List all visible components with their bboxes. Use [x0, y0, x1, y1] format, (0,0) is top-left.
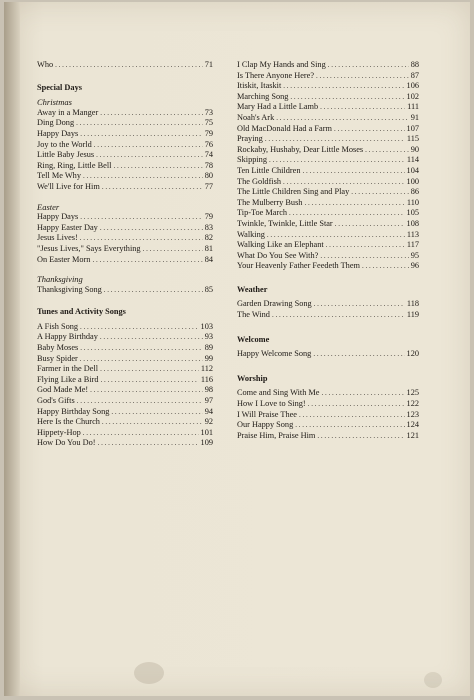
- index-entry: [37, 212, 213, 223]
- index-entry: [37, 182, 213, 193]
- dot-leader: [316, 71, 409, 82]
- index-entry: [37, 233, 213, 244]
- index-entry: [237, 349, 419, 360]
- entry-title: Praying: [237, 134, 263, 144]
- entry-title: Joy to the World: [37, 139, 92, 149]
- dot-leader: [276, 113, 408, 124]
- entry-title: Twinkle, Twinkle, Little Star: [237, 218, 333, 228]
- entry-page: 91: [410, 112, 419, 122]
- section-heading-welcome: Welcome: [237, 334, 270, 344]
- entry-page: 73: [204, 107, 213, 117]
- dot-leader: [302, 166, 404, 177]
- entry-title: I Clap My Hands and Sing: [237, 60, 326, 69]
- dot-leader: [104, 285, 203, 296]
- index-entry: [37, 354, 213, 365]
- entry-title: Mary Had a Little Lamb: [237, 102, 319, 112]
- entry-title: Happy Birthday Song: [37, 406, 110, 416]
- section-heading-worship: Worship: [237, 373, 268, 383]
- entry-title: Here Is the Church: [37, 417, 100, 427]
- entry-title: Who: [37, 60, 54, 69]
- entry-title: Happy Easter Day: [37, 222, 98, 232]
- dot-leader: [102, 417, 203, 428]
- index-entry: [237, 420, 419, 431]
- dot-leader: [351, 187, 408, 198]
- dot-leader: [272, 310, 405, 321]
- index-entry: [237, 145, 419, 156]
- index-entry: [37, 171, 213, 182]
- section-heading-tunes: Tunes and Activity Songs: [37, 307, 126, 317]
- dot-leader: [55, 60, 203, 71]
- dot-leader: [321, 388, 404, 399]
- entry-page: 95: [410, 250, 419, 260]
- entry-title: The Little Children Sing and Play: [237, 187, 350, 197]
- entry-title: The Wind: [237, 310, 270, 320]
- dot-leader: [101, 375, 199, 386]
- entry-page: 98: [204, 385, 213, 395]
- entry-page: 124: [406, 420, 419, 430]
- index-entry: [237, 124, 419, 135]
- index-entry: [237, 431, 419, 442]
- index-entry: [37, 396, 213, 407]
- entry-page: 78: [204, 160, 213, 170]
- dot-leader: [320, 102, 405, 113]
- entry-title: God Made Me!: [37, 385, 89, 395]
- dot-leader: [98, 438, 199, 449]
- entry-page: 81: [204, 243, 213, 253]
- index-page: [4, 2, 470, 696]
- index-entry: [237, 113, 419, 124]
- dot-leader: [269, 155, 405, 166]
- entry-page: 75: [204, 118, 213, 128]
- entry-page: 96: [410, 261, 419, 271]
- index-entry: [237, 219, 419, 230]
- entry-title: Walking Like an Elephant: [237, 240, 324, 250]
- index-entry: [37, 332, 213, 343]
- index-entry: [237, 230, 419, 241]
- dot-leader: [320, 251, 408, 262]
- subheading-thanksgiving: Thanksgiving: [37, 274, 83, 285]
- entry-title: On Easter Morn: [37, 254, 91, 264]
- left-column: [37, 60, 213, 449]
- dot-leader: [295, 420, 404, 431]
- index-entry: [37, 140, 213, 151]
- worship-list: [237, 388, 419, 441]
- entry-title: A Fish Song: [37, 321, 79, 331]
- index-entry: [237, 261, 419, 272]
- entry-page: 85: [204, 284, 213, 294]
- index-entry: [237, 310, 419, 321]
- dot-leader: [317, 431, 404, 442]
- entry-title: The Mulberry Bush: [237, 197, 303, 207]
- dot-leader: [80, 343, 202, 354]
- entry-page: 106: [406, 81, 419, 91]
- dot-leader: [83, 428, 199, 439]
- index-entry: [37, 375, 213, 386]
- entry-title: Garden Drawing Song: [237, 299, 312, 309]
- entry-page: 79: [204, 212, 213, 222]
- index-entry: [237, 251, 419, 262]
- entry-page: 82: [204, 233, 213, 243]
- entry-page: 93: [204, 332, 213, 342]
- index-entry: [37, 255, 213, 266]
- dot-leader: [265, 134, 405, 145]
- entry-page: 76: [204, 139, 213, 149]
- index-entry: [37, 364, 213, 375]
- entry-page: 103: [200, 321, 213, 331]
- entry-title: Your Heavenly Father Feedeth Them: [237, 261, 360, 271]
- index-entry: [237, 198, 419, 209]
- entry-page: 115: [406, 134, 419, 144]
- index-entry: [237, 240, 419, 251]
- entry-page: 86: [410, 187, 419, 197]
- entry-title: I Will Praise Thee: [237, 409, 297, 419]
- index-entry: [237, 71, 419, 82]
- entry-page: 110: [406, 197, 419, 207]
- entry-title: Happy Days: [37, 212, 79, 222]
- entry-page: 79: [204, 128, 213, 138]
- entry-page: 88: [410, 60, 419, 69]
- entry-page: 120: [406, 349, 419, 359]
- dot-leader: [304, 198, 404, 209]
- index-entry: [237, 399, 419, 410]
- entry-title: The Goldfish: [237, 176, 282, 186]
- dot-leader: [100, 108, 202, 119]
- entry-title: Come and Sing With Me: [237, 388, 320, 398]
- index-entry: [237, 208, 419, 219]
- index-entry: [237, 410, 419, 421]
- entry-title: God's Gifts: [37, 396, 75, 406]
- entry-title: Away in a Manger: [37, 107, 99, 117]
- entry-page: 83: [204, 222, 213, 232]
- index-entry: [37, 60, 213, 71]
- dot-leader: [76, 118, 203, 129]
- entry-page: 74: [204, 150, 213, 160]
- entry-title: Our Happy Song: [237, 420, 294, 430]
- entry-page: 121: [406, 430, 419, 440]
- thanksgiving-list: [37, 285, 213, 296]
- easter-list: [37, 212, 213, 265]
- entry-page: 125: [406, 388, 419, 398]
- entry-title: Farmer in the Dell: [37, 364, 99, 374]
- index-entry: [237, 134, 419, 145]
- tunes-continued-list: [237, 60, 419, 272]
- dot-leader: [362, 261, 409, 272]
- dot-leader: [290, 92, 404, 103]
- index-entry: [237, 60, 419, 71]
- entry-page: 111: [407, 102, 419, 112]
- christmas-list: [37, 108, 213, 193]
- entry-title: Ten Little Children: [237, 165, 301, 175]
- tunes-list: [37, 322, 213, 449]
- entry-page: 94: [204, 406, 213, 416]
- dot-leader: [96, 150, 203, 161]
- index-entry: [37, 417, 213, 428]
- entry-page: 99: [204, 353, 213, 363]
- dot-leader: [314, 299, 405, 310]
- entry-title: Is There Anyone Here?: [237, 70, 315, 80]
- entry-page: 101: [200, 427, 213, 437]
- dot-leader: [289, 208, 405, 219]
- book-gutter: [4, 2, 20, 696]
- dot-leader: [80, 129, 202, 140]
- entry-page: 92: [204, 417, 213, 427]
- index-entry: [37, 108, 213, 119]
- dot-leader: [80, 322, 199, 333]
- dot-leader: [113, 161, 202, 172]
- dot-leader: [308, 399, 405, 410]
- entry-title: A Happy Birthday: [37, 332, 98, 342]
- index-entry: [237, 81, 419, 92]
- index-entry: [37, 285, 213, 296]
- dot-leader: [267, 230, 405, 241]
- entry-title: Hippety-Hop: [37, 427, 81, 437]
- index-entry: [37, 343, 213, 354]
- index-entry: [237, 102, 419, 113]
- subheading-christmas: Christmas: [37, 97, 72, 108]
- entry-title: Ding Dong: [37, 118, 75, 128]
- dot-leader: [299, 410, 405, 421]
- index-entry: [37, 407, 213, 418]
- weather-list: [237, 299, 419, 320]
- dot-leader: [326, 240, 405, 251]
- entry-page: 112: [200, 364, 213, 374]
- index-entry: [37, 244, 213, 255]
- entry-page: 108: [406, 218, 419, 228]
- paper-stain: [424, 672, 442, 688]
- dot-leader: [100, 223, 203, 234]
- entry-page: 80: [204, 171, 213, 181]
- entry-title: What Do You See With?: [237, 250, 319, 260]
- dot-leader: [80, 233, 203, 244]
- index-entry: [37, 322, 213, 333]
- entry-page: 119: [406, 310, 419, 320]
- dot-leader: [80, 354, 203, 365]
- entry-page: 71: [204, 60, 213, 69]
- dot-leader: [94, 140, 203, 151]
- entry-page: 122: [406, 399, 419, 409]
- entry-title: Flying Like a Bird: [37, 374, 99, 384]
- index-entry: [37, 161, 213, 172]
- index-entry: [37, 385, 213, 396]
- dot-leader: [102, 182, 203, 193]
- index-entry: [37, 428, 213, 439]
- index-entry: [37, 129, 213, 140]
- dot-leader: [365, 145, 409, 156]
- entry-page: 102: [406, 91, 419, 101]
- dot-leader: [313, 349, 404, 360]
- entry-page: 87: [410, 70, 419, 80]
- dot-leader: [83, 171, 203, 182]
- dot-leader: [335, 219, 405, 230]
- index-entry: [237, 177, 419, 188]
- entry-page: 104: [406, 165, 419, 175]
- dot-leader: [283, 177, 405, 188]
- entry-page: 105: [406, 208, 419, 218]
- entry-page: 89: [204, 343, 213, 353]
- right-column: [237, 60, 419, 441]
- index-entry: [237, 388, 419, 399]
- entry-page: 107: [406, 123, 419, 133]
- entry-title: Praise Him, Praise Him: [237, 430, 316, 440]
- entry-page: 117: [406, 240, 419, 250]
- index-entry: [237, 187, 419, 198]
- entry-page: 84: [204, 254, 213, 264]
- entry-title: Tell Me Why: [37, 171, 81, 181]
- entry-title: Skipping: [237, 155, 267, 165]
- entry-title: Baby Moses: [37, 343, 79, 353]
- entry-title: How Do You Do!: [37, 438, 96, 448]
- entry-page: 109: [200, 438, 213, 448]
- entry-page: 116: [200, 374, 213, 384]
- section-heading-weather: Weather: [237, 284, 268, 294]
- dot-leader: [328, 60, 409, 71]
- entry-title: Old MacDonald Had a Farm: [237, 123, 332, 133]
- dot-leader: [77, 396, 203, 407]
- index-entry: [237, 299, 419, 310]
- entry-page: 100: [406, 176, 419, 186]
- index-entry: [37, 118, 213, 129]
- dot-leader: [334, 124, 405, 135]
- entry-title: Noah's Ark: [237, 112, 275, 122]
- dot-leader: [100, 364, 199, 375]
- entry-title: Little Baby Jesus: [37, 150, 95, 160]
- entry-title: "Jesus Lives," Says Everything: [37, 243, 141, 253]
- entry-title: Busy Spider: [37, 353, 78, 363]
- entry-title: Thanksgiving Song: [37, 284, 102, 294]
- section-heading-special-days: Special Days: [37, 82, 82, 92]
- index-entry: [37, 438, 213, 449]
- index-entry: [37, 150, 213, 161]
- subheading-easter: Easter: [37, 201, 60, 212]
- entry-page: 118: [406, 299, 419, 309]
- paper-stain: [134, 662, 164, 684]
- index-entry: [37, 223, 213, 234]
- entry-page: 113: [406, 229, 419, 239]
- entry-title: How I Love to Sing!: [237, 399, 306, 409]
- entry-page: 77: [204, 181, 213, 191]
- entry-title: We'll Live for Him: [37, 181, 100, 191]
- dot-leader: [100, 332, 203, 343]
- entry-page: 123: [406, 409, 419, 419]
- entry-title: Walking: [237, 229, 265, 239]
- entry-title: Itiskit, Itaskit: [237, 81, 282, 91]
- entry-page: 90: [410, 144, 419, 154]
- entry-page: 97: [204, 396, 213, 406]
- entry-title: Happy Days: [37, 128, 79, 138]
- index-entry: [237, 166, 419, 177]
- entry-title: Marching Song: [237, 91, 289, 101]
- dot-leader: [111, 407, 202, 418]
- dot-leader: [80, 212, 202, 223]
- dot-leader: [90, 385, 203, 396]
- entry-title: Tip-Toe March: [237, 208, 288, 218]
- dot-leader: [92, 255, 202, 266]
- entry-title: Rockaby, Hushaby, Dear Little Moses: [237, 144, 364, 154]
- entry-title: Jesus Lives!: [37, 233, 78, 243]
- index-entry: [237, 92, 419, 103]
- dot-leader: [143, 244, 203, 255]
- entry-title: Happy Welcome Song: [237, 349, 312, 359]
- entry-page: 114: [406, 155, 419, 165]
- welcome-list: [237, 349, 419, 360]
- index-entry: [237, 155, 419, 166]
- dot-leader: [283, 81, 404, 92]
- entry-title: Ring, Ring, Little Bell: [37, 160, 112, 170]
